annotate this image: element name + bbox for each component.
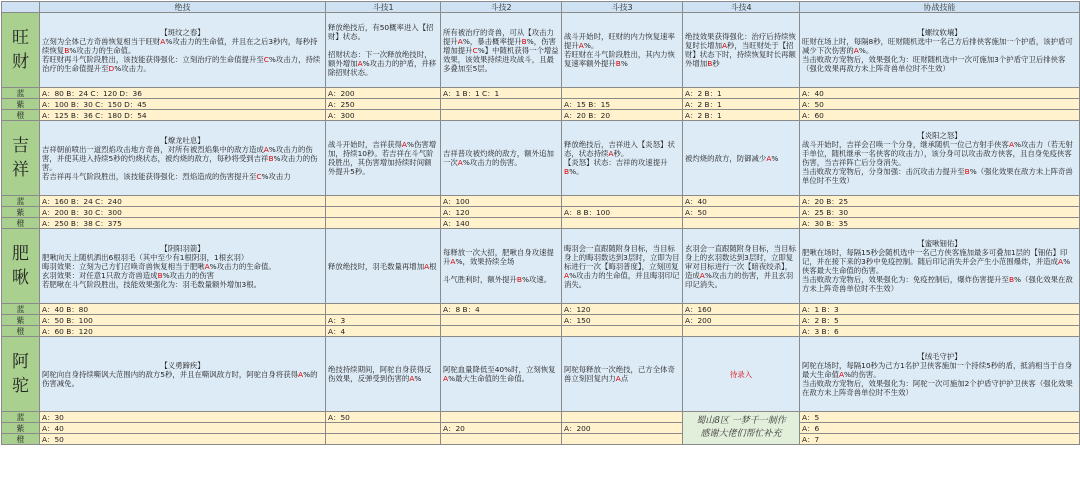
stat-value: A：50 (800, 99, 1080, 110)
stat-row (2, 412, 1080, 423)
hero-name: 吉 祥 (2, 121, 40, 196)
header-cell: 斗技1 (326, 2, 441, 13)
header-cell: 斗技3 (562, 2, 683, 13)
stat-value: A：2 B：1 (683, 88, 800, 99)
stat-value: A：200 (562, 423, 683, 434)
skill-desc (800, 121, 1080, 196)
stat-value (441, 434, 562, 445)
stat-value: A：20 (441, 423, 562, 434)
skill-desc (326, 121, 441, 196)
skill-text: 旺财在场上时，每隔8秒，旺财随机选中一名己方后排侠客施加一个护盾，该护盾可减少下次伤害的A%。 当击败敌方宠物后，效果强化为：旺财随机选中一次可施加3个护盾守卫后排侠客（强化效果再敌方未上阵奇兽单位时不生效） (802, 36, 1073, 73)
stat-value: A：60 B：120 (40, 326, 326, 337)
skill-text: 立刻为全体己方奇兽恢复相当于旺财A%攻击力的生命值，并且在之后3秒内，每秒持续恢复B%攻击力的生命值。 若旺财再斗气阶段胜出，该技能获得强化：立刻治疗的生命值提升至C%攻击力，持续治疗的生命值提升至D%攻击力。 (42, 36, 321, 73)
stat-value: A：5 (800, 412, 1080, 423)
stat-value (562, 218, 683, 229)
stat-value: A：50 B：100 (40, 315, 326, 326)
stat-value (562, 88, 683, 99)
stat-value (326, 423, 441, 434)
stat-value (326, 207, 441, 218)
skill-text: 晦羽会一直跟随附身目标，当目标身上的晦羽数达到3层时，立即为目标进行一次【晦羽普度】，立刻回复A%攻击力的生命值，并且晦羽印记消失。 (564, 243, 680, 289)
stat-row (2, 218, 1080, 229)
stat-value: A：60 (800, 110, 1080, 121)
stat-value (683, 326, 800, 337)
param-letter: A (457, 158, 463, 167)
stat-value: A：100 (441, 196, 562, 207)
param-letter: A (450, 257, 456, 266)
stat-value (326, 196, 441, 207)
skill-table (1, 1, 1080, 445)
stat-tier-label: 橙 (2, 110, 40, 121)
stat-value: A：40 B：80 (40, 304, 326, 315)
param-letter: A (1008, 140, 1015, 149)
skill-desc (800, 229, 1080, 304)
stat-row (2, 196, 1080, 207)
skill-title: 【绒毛守护】 (917, 351, 962, 361)
stat-value: A：3 (326, 315, 441, 326)
hero-name: 阿 驼 (2, 337, 40, 412)
stat-value (326, 434, 441, 445)
stat-value: A：200 (683, 315, 800, 326)
stat-value (562, 412, 683, 423)
stat-value: A：20 B：20 (562, 110, 683, 121)
param-letter: B (516, 275, 522, 284)
param-letter: A (424, 261, 430, 271)
skill-text: 战斗开始时，吉祥会召唤一个分身，继承随机一位己方射手侠客A%攻击力（若无射手单位，随机继承一名侠客的攻击力），该分身可以攻击敌方侠客，且自身免疫侠客伤害，当吉祥阵亡后分身消失。 当击败敌方宠物后，分身加强：击沉攻击力提升至B%（强化效果在敌方未上阵奇兽单位时不生效） (802, 140, 1073, 185)
stat-value: A：6 (800, 423, 1080, 434)
skill-text: 吉祥朝前喷出一道烈焰攻击地方奇兽，对所有被烈焰集中的敌方造成A%攻击力的伤害，并使其进入持续5秒的灼烧状态，被灼烧的敌方，每秒将受到吉祥B%攻击力的伤害。 若吉祥再斗气阶段胜出，该技能获得强化：烈焰造成的伤害提升至C%攻击力 (42, 144, 318, 181)
stat-tier-label: 蓝 (2, 196, 40, 207)
stat-value: A：160 (683, 304, 800, 315)
skill-desc (562, 121, 683, 196)
param-letter: A (721, 41, 728, 50)
skill-desc (40, 121, 326, 196)
stat-value: A：200 (326, 88, 441, 99)
param-letter: B (615, 59, 621, 68)
stat-value: A：150 (562, 315, 683, 326)
stat-tier-label: 橙 (2, 218, 40, 229)
signature-line: 蜀山8区 一梦千一制作 (696, 416, 786, 426)
param-letter: A (699, 270, 705, 280)
stat-row (2, 99, 1080, 110)
stat-value: A：20 B：25 (800, 196, 1080, 207)
skill-desc (562, 13, 683, 88)
skill-desc (683, 13, 800, 88)
skill-desc (562, 229, 683, 304)
param-letter: A (853, 45, 859, 55)
param-letter: A (298, 369, 304, 379)
skill-text: 绝技效果获得强化：治疗后持续恢复时长增加A秒，当旺财处于【招财】状态下时，持续恢复时长再额外增加B秒 (685, 32, 796, 68)
param-letter: A (838, 369, 845, 379)
param-letter: B (707, 59, 713, 68)
skill-text: 吉祥普攻被灼烧的敌方，额外追加一次A%攻击力的伤害。 (443, 149, 554, 167)
stat-tier-label: 紫 (2, 423, 40, 434)
stat-value: A：2 B：5 (800, 315, 1080, 326)
header-cell (2, 2, 40, 13)
header-row (2, 2, 1080, 13)
stat-value (441, 315, 562, 326)
param-letter: C (472, 45, 478, 55)
skill-title: 【斑纹之春】 (160, 27, 205, 37)
stat-row (2, 88, 1080, 99)
stat-value: A：3 B：6 (800, 326, 1080, 337)
skill-text: 绝技持续期间，阿驼自身获得反伤效果，反弹受到伤害的A% (328, 365, 432, 383)
param-letter: A (564, 270, 570, 280)
stat-value: A：1 B：1 C：1 (441, 88, 562, 99)
header-cell: 斗技2 (441, 2, 562, 13)
skill-desc (683, 229, 800, 304)
skill-desc: 待录入 (683, 337, 800, 412)
skill-desc (40, 229, 326, 304)
skill-desc (683, 121, 800, 196)
stat-value: A：80 B：24 C：120 D：36 (40, 88, 326, 99)
stat-value: A：125 B：36 C：180 D：54 (40, 110, 326, 121)
skill-text: 释放绝技时，羽毛数量再增加A根 (328, 261, 437, 271)
skill-desc (326, 13, 441, 88)
skill-text: 阿驼每释放一次绝技，己方全体奇兽立刻回复内力A点 (564, 365, 675, 383)
skill-text: 释放绝技后，吉祥进入【炎怒】状态，状态持续A秒。 【炎怒】状态：吉祥的攻速提升B%。 (564, 140, 675, 176)
stat-value: A：50 (683, 207, 800, 218)
stat-tier-label: 蓝 (2, 412, 40, 423)
param-letter: B (268, 153, 274, 163)
skill-desc (40, 13, 326, 88)
skill-desc (441, 229, 562, 304)
header-cell: 绝技 (40, 2, 326, 13)
stat-value: A：250 B：38 C：375 (40, 218, 326, 229)
stat-tier-label: 橙 (2, 434, 40, 445)
stat-value (326, 304, 441, 315)
stat-tier-label: 橙 (2, 326, 40, 337)
skill-text: 阿驼在场时，每隔10秒为己方1名护卫侠客施加一个持续5秒的盾，抵消相当于自身最大生命值A%的伤害。 当击败敌方宠物后，效果强化为：阿驼一次可施加2个护盾守护护卫侠客（强化效果在敌方未上阵奇兽单位时不生效） (802, 360, 1073, 397)
stat-value: A：120 (441, 207, 562, 218)
hero-desc-row (2, 121, 1080, 196)
stat-value (683, 218, 800, 229)
param-letter: B (564, 167, 570, 176)
signature-line: 感谢大佬们帮忙补充 (700, 429, 782, 439)
skill-text: 战斗开始时，旺财的内力恢复速率提升A%。 若旺财在斗气阶段胜出，其内力恢复速率额外提升B% (564, 32, 675, 68)
param-letter: C (256, 171, 262, 181)
stat-value (562, 434, 683, 445)
stat-tier-label: 紫 (2, 99, 40, 110)
param-letter: A (615, 374, 621, 383)
param-letter: A (766, 153, 772, 163)
signature (683, 412, 800, 445)
stat-row (2, 423, 1080, 434)
stat-row (2, 315, 1080, 326)
stat-value (441, 326, 562, 337)
skill-text: 战斗开始时，吉祥获得A%伤害增加，持续10秒。若吉祥在斗气阶段胜出，其伤害增加持续时间额外提升5秒。 (328, 140, 437, 176)
skill-title: 【燎龙吐息】 (160, 135, 205, 145)
param-letter: A (409, 374, 415, 383)
hero-desc-row (2, 13, 1080, 88)
stat-value: A：15 B：15 (562, 99, 683, 110)
stat-value: A：1 B：3 (800, 304, 1080, 315)
stat-tier-label: 蓝 (2, 304, 40, 315)
stat-value: A：7 (800, 434, 1080, 445)
skill-text: 阿驼向自身持续嘶讽大范围内的敌方5秒，并且在嘶讽敌方时，阿驼自身将获得A%的伤害减免。 (42, 369, 318, 388)
stat-value: A：50 (326, 412, 441, 423)
skill-text: 释放绝技后，有50概率进入【招财】状态。 招财状态：下一次释放绝技时，额外增加A%攻击力的护盾，并移除招财状态。 (328, 23, 437, 77)
stat-value (441, 412, 562, 423)
hero-name: 肥 啾 (2, 229, 40, 304)
stat-value: A：50 (40, 434, 326, 445)
skill-desc (800, 337, 1080, 412)
stat-row (2, 304, 1080, 315)
stat-value: A：30 B：35 (800, 218, 1080, 229)
stat-value: A：8 B：4 (441, 304, 562, 315)
param-letter: D (108, 63, 115, 73)
stat-value (441, 110, 562, 121)
stat-row (2, 326, 1080, 337)
stat-value (562, 326, 683, 337)
stat-value: A：100 B：30 C：150 D：45 (40, 99, 326, 110)
stat-value: A：300 (326, 110, 441, 121)
hero-desc-row (2, 337, 1080, 412)
hero-desc-row (2, 229, 1080, 304)
stat-value: A：30 (40, 412, 326, 423)
param-letter: B (521, 36, 527, 46)
skill-text: 阿驼血量降低至40%时，立刻恢复A%最大生命值的生命值。 (443, 365, 556, 383)
param-letter: C (263, 54, 269, 64)
stat-value: A：4 (326, 326, 441, 337)
skill-desc (441, 13, 562, 88)
stat-value (562, 196, 683, 207)
skill-title: 【蜜啾钿佑】 (917, 239, 962, 248)
stat-value: A：200 B：30 C：300 (40, 207, 326, 218)
stat-row (2, 110, 1080, 121)
skill-desc (326, 337, 441, 412)
skill-text: 玄羽会一直跟随附身目标，当目标身上的玄羽数达到3层时，立即复审对目标进行一次【暗夜绞杀】，造成A%攻击力的伤害，并且玄羽印记消失。 (685, 243, 796, 289)
param-letter: A (204, 261, 210, 271)
hero-name: 旺 财 (2, 13, 40, 88)
stat-value: A：140 (441, 218, 562, 229)
stat-value: A：8 B：100 (562, 207, 683, 218)
stat-value: A：2 B：1 (683, 110, 800, 121)
skill-title: 【阴阳羽箭】 (160, 243, 205, 253)
skill-text: 肥啾向天上随机洒出6根羽毛（其中至少有1根阴羽，1根玄羽） 晦羽效果：立刻为己方们召唤奇兽恢复相当于肥啾A%攻击力的生命值。 玄羽效果：对任意1只敌方奇兽造成B%攻击力的伤害 若肥啾在斗气阶段胜出，技能效果强化为：羽毛数量额外增加3根。 (42, 252, 276, 289)
skill-title: 【炎阳之怒】 (917, 131, 962, 140)
stat-tier-label: 蓝 (2, 88, 40, 99)
param-letter: A (608, 149, 614, 158)
param-letter: B (1008, 275, 1015, 284)
skill-desc (441, 121, 562, 196)
stat-row (2, 207, 1080, 218)
stat-value: A：250 (326, 99, 441, 110)
header-cell: 斗技4 (683, 2, 800, 13)
skill-desc (326, 229, 441, 304)
stat-tier-label: 紫 (2, 207, 40, 218)
header-cell: 协战技能 (800, 2, 1080, 13)
stat-value (326, 218, 441, 229)
skill-text: 每释放一次大招，肥啾自身攻速提升A%，效果持续全场 斗气胜利时，额外提升B%攻速。 (443, 248, 554, 284)
param-letter: A (443, 374, 449, 383)
stat-value: A：25 B：30 (800, 207, 1080, 218)
stat-value (441, 99, 562, 110)
skill-desc (40, 337, 326, 412)
param-letter: A (457, 36, 463, 46)
skill-title: 【螺纹软壤】 (917, 27, 962, 37)
param-letter: A (578, 41, 584, 50)
param-letter: B (964, 167, 970, 176)
skill-title: 【义勇蹄疾】 (160, 360, 205, 370)
stat-value: A：160 B：24 C：240 (40, 196, 326, 207)
param-letter: A (263, 144, 269, 154)
stat-value: A：120 (562, 304, 683, 315)
skill-desc (800, 13, 1080, 88)
param-letter: A (357, 59, 363, 68)
skill-text: 所有被治疗的奇兽，可从【攻击力提升A%，暴击概率提升B%，伤害增加提升C%】中随机获得一个增益效果，该效果持续进攻战斗，且最多叠加至5层。 (443, 27, 559, 73)
skill-desc (441, 337, 562, 412)
skill-desc (562, 337, 683, 412)
stat-value: A：40 (800, 88, 1080, 99)
param-letter: B (157, 270, 163, 280)
stat-value: A：2 B：1 (683, 99, 800, 110)
skill-text: 被灼烧的敌方，防御减少A% (685, 153, 779, 163)
stat-value: A：40 (40, 423, 326, 434)
stat-tier-label: 紫 (2, 315, 40, 326)
skill-text: 肥啾在场时，每隔15秒会随机选中一名己方侠客施加最多可叠加1层的【钿佑】印记，并在接下来的3秒中免疫控制。随后印记消失并会产生小范围爆炸，并造成A%侠客最大生命值的伤害。 当击败敌方宠物后，效果强化为：免疫控制后，爆炸伤害提升至B%（强化效果在敌方未上阵奇兽单位时不生效） (802, 248, 1073, 293)
stat-value: A：40 (683, 196, 800, 207)
param-letter: B (64, 45, 70, 55)
param-letter: A (1058, 257, 1064, 266)
param-letter: A (401, 140, 407, 149)
param-letter: A (160, 36, 166, 46)
stat-row (2, 434, 1080, 445)
